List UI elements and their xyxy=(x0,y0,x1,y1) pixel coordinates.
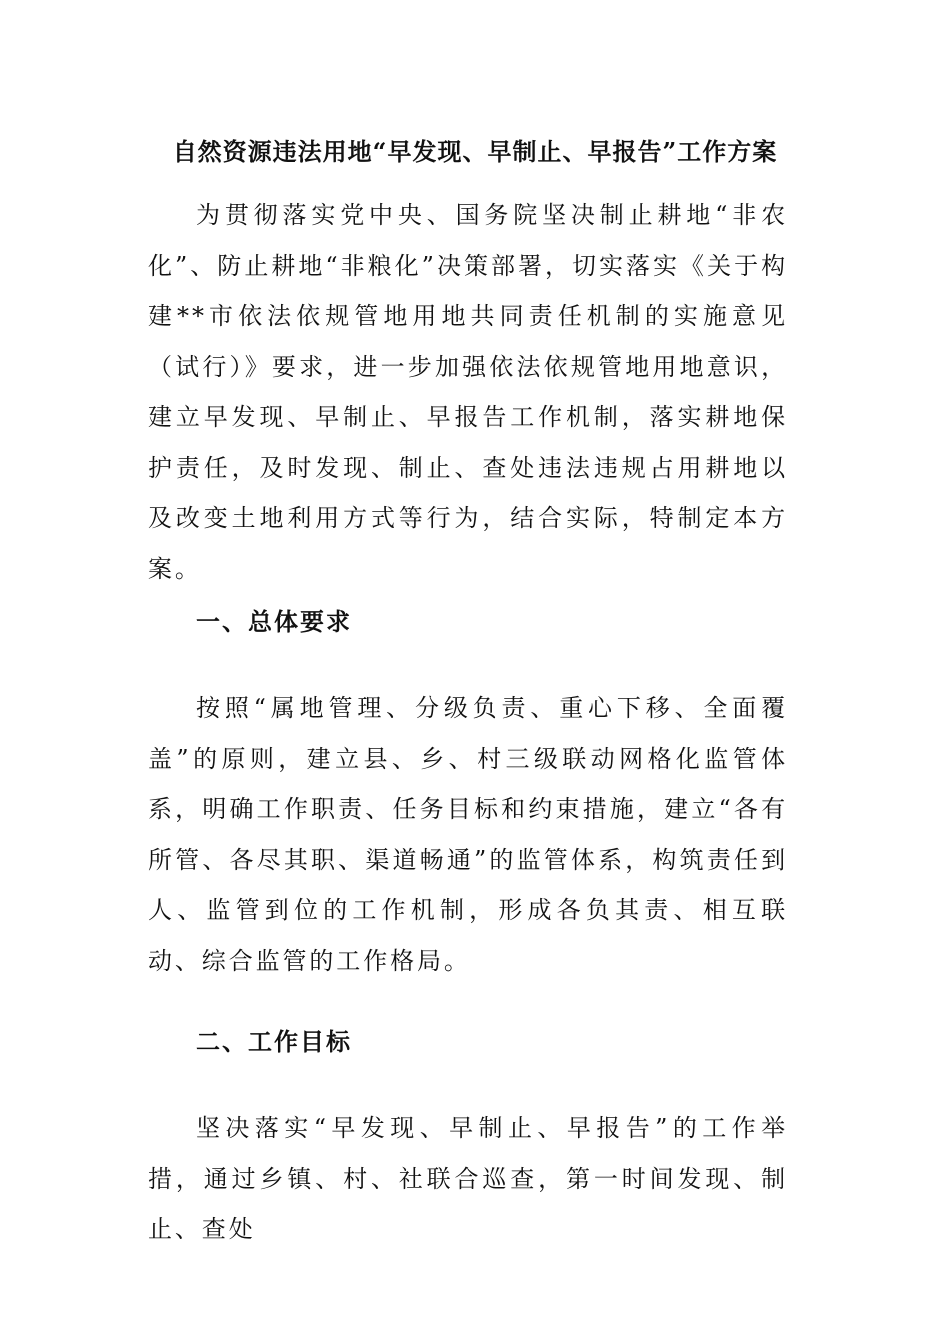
section-paragraph-overall-requirements: 按照“属地管理、分级负责、重心下移、全面覆盖”的原则，建立县、乡、村三级联动网格化监管体系，明确工作职责、任务目标和约束措施，建立“各有所管、各尽其职、渠道畅通”的监管体系，构筑责任到人、监管到位的工作机制，形成各负其责、相互联动、综合监管的工作格局。 xyxy=(148,694,788,975)
section-heading-overall-requirements: 一、总体要求 xyxy=(196,607,352,636)
document-title: 自然资源违法用地“早发现、早制止、早报告”工作方案 xyxy=(172,137,778,166)
section-heading-work-goals: 二、工作目标 xyxy=(196,1027,352,1056)
intro-paragraph: 为贯彻落实党中央、国务院坚决制止耕地“非农化”、防止耕地“非粮化”决策部署，切实落实《关于构建**市依法依规管地用地共同责任机制的实施意见（试行）》要求，进一步加强依法依规管地用地意识，建立早发现、早制止、早报告工作机制，落实耕地保护责任，及时发现、制止、查处违法违规占用耕地以及改变土地利用方式等行为，结合实际，特制定本方案。 xyxy=(148,201,788,583)
section-paragraph-work-goals: 坚决落实“早发现、早制止、早报告”的工作举措，通过乡镇、村、社联合巡查，第一时间发现、制止、查处 xyxy=(148,1114,788,1243)
